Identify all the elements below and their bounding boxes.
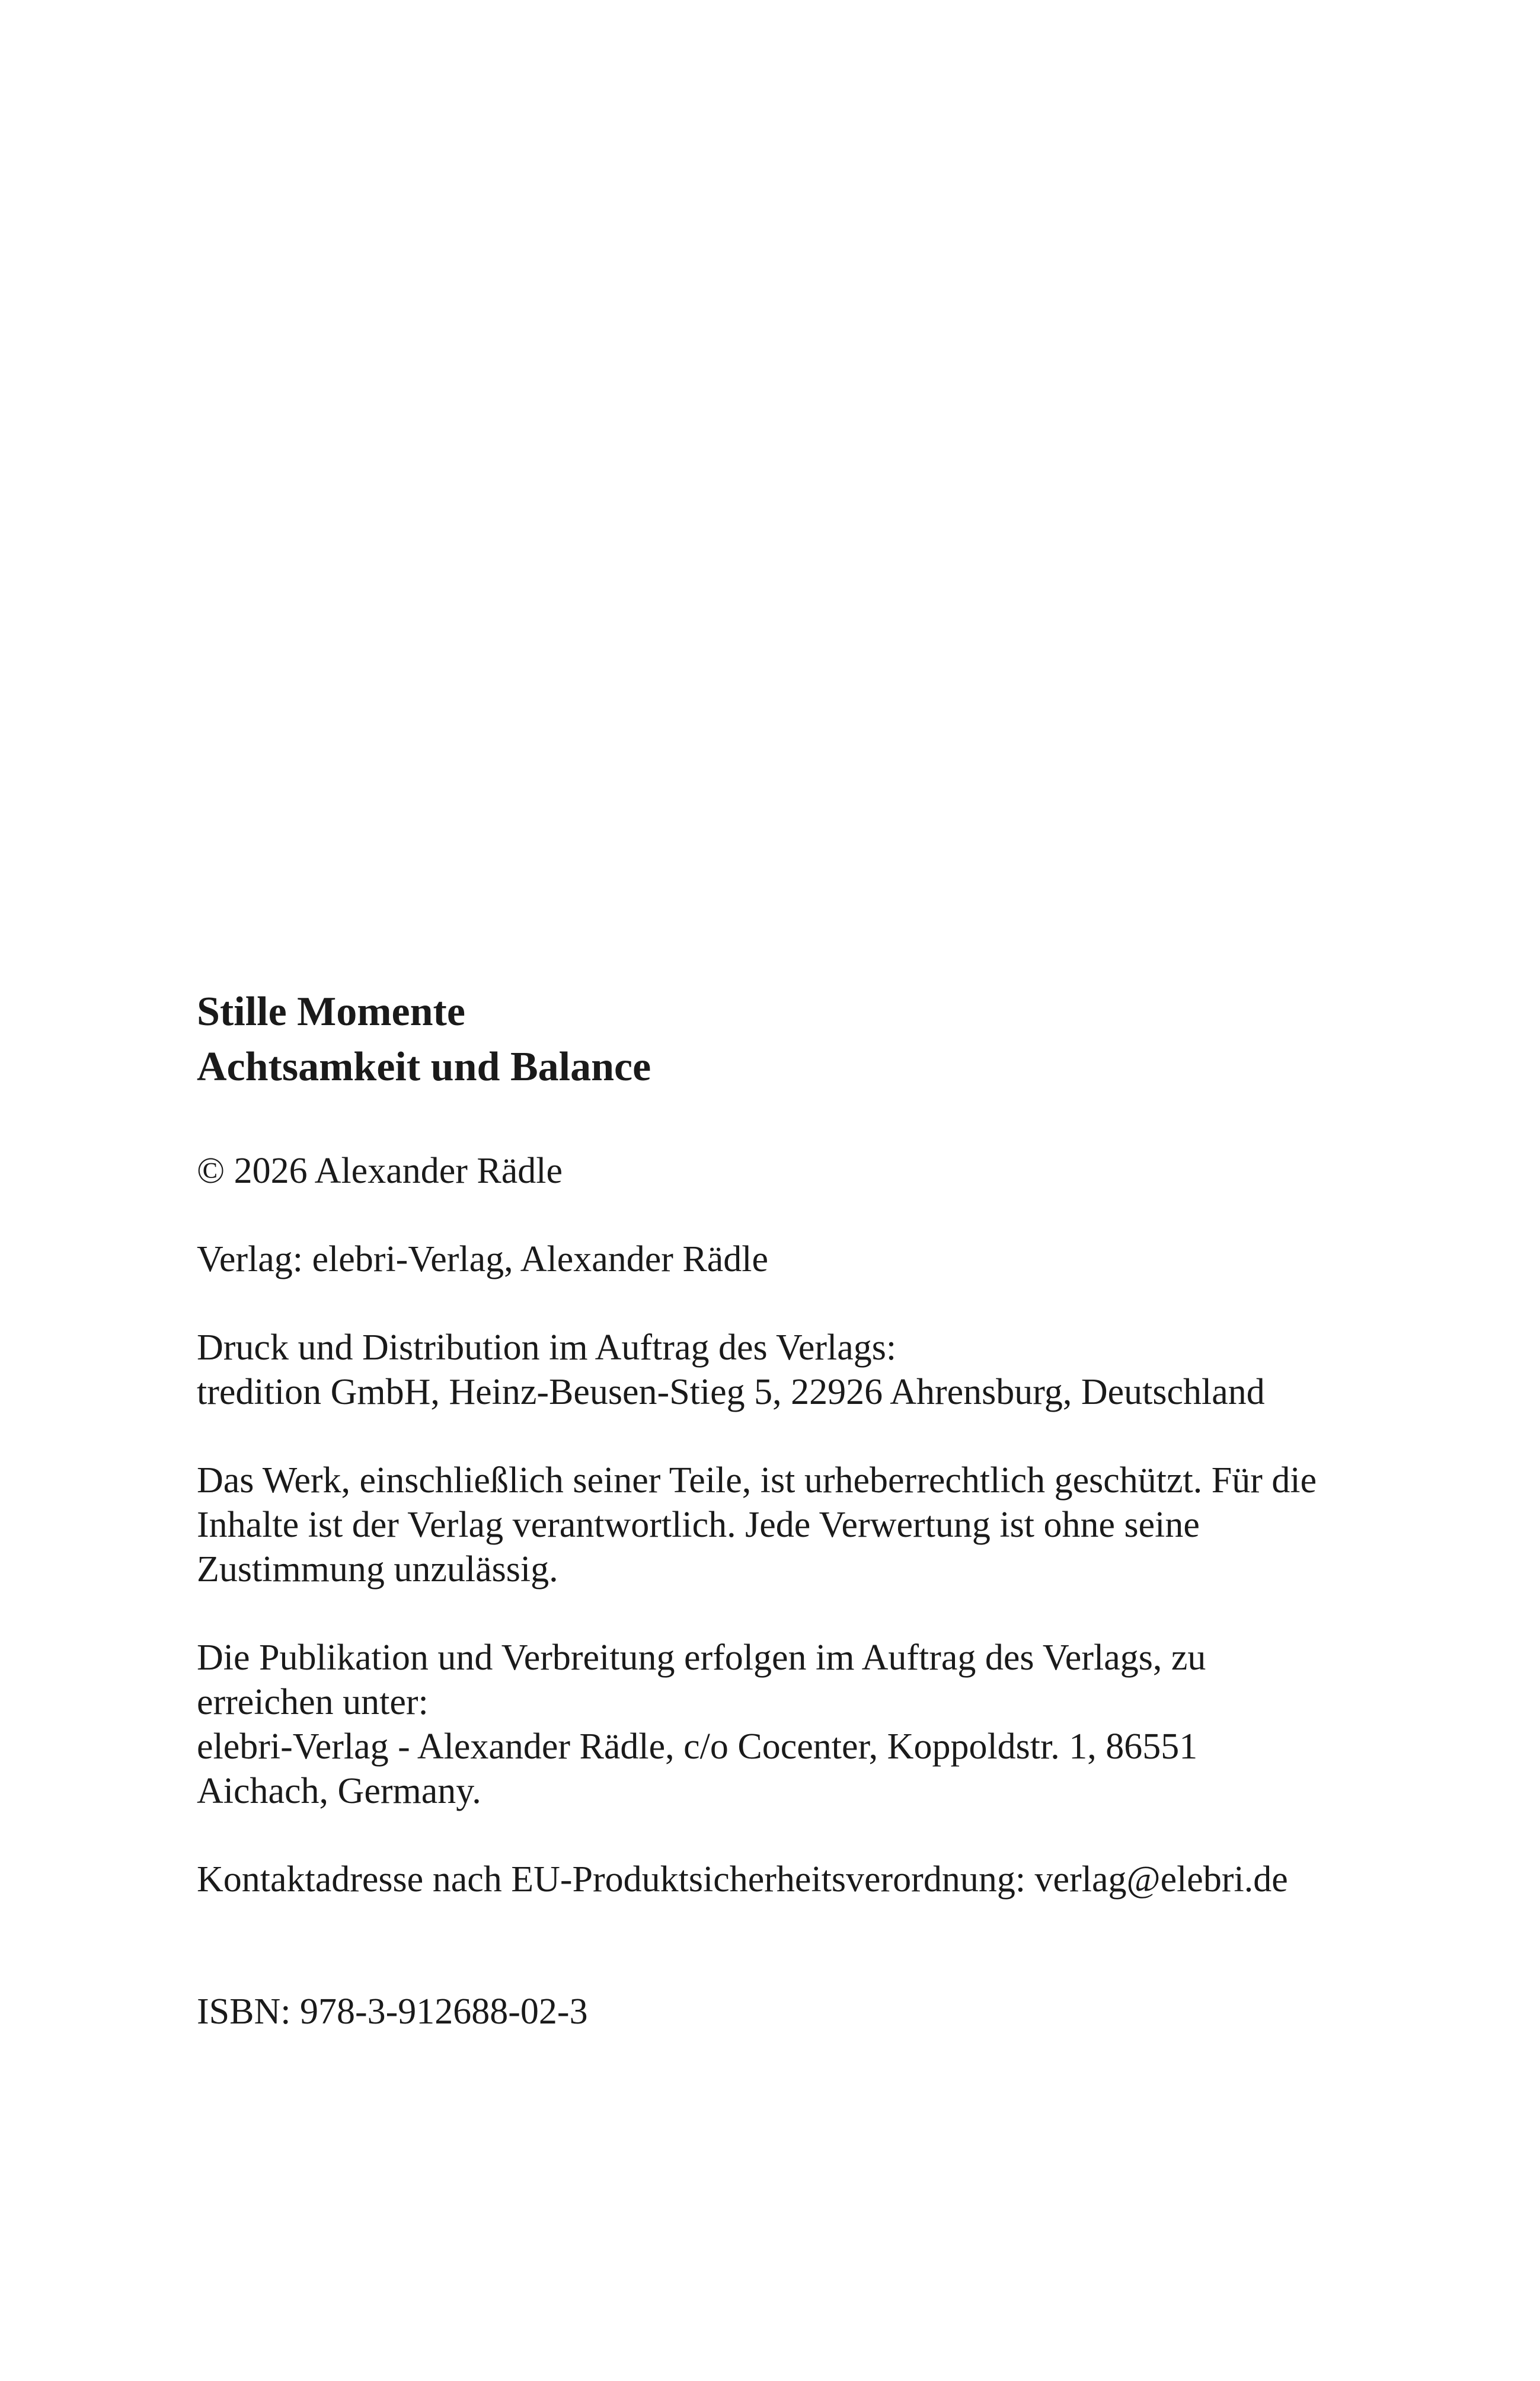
publication-contact-block bbox=[197, 1636, 1382, 1814]
isbn-text: ISBN: 978-3-912688-02-3 bbox=[197, 1991, 588, 2032]
copyright-line bbox=[197, 1149, 1382, 1193]
publication-contact-line: elebri-Verlag - Alexander Rädle, c/o Cocenter, Koppoldstr. 1, 86551 bbox=[197, 1726, 1198, 1767]
copyright-notice-line: Inhalte ist der Verlag verantwortlich. Jede Verwertung ist ohne seine bbox=[197, 1505, 1200, 1545]
publisher-line bbox=[197, 1237, 1382, 1282]
imprint-page bbox=[197, 984, 1382, 2034]
publication-contact-line: erreichen unter: bbox=[197, 1682, 429, 1722]
copyright-notice-line: Zustimmung unzulässig. bbox=[197, 1549, 558, 1590]
spacer bbox=[197, 1415, 1382, 1458]
subtitle-line: Achtsamkeit und Balance bbox=[197, 1044, 651, 1090]
print-distribution-line: Druck und Distribution im Auftrag des Verlags: bbox=[197, 1327, 897, 1368]
copyright-notice-line: Das Werk, einschließlich seiner Teile, ist urheberrechtlich geschützt. Für die bbox=[197, 1460, 1317, 1501]
copyright-notice-block bbox=[197, 1458, 1382, 1592]
print-distribution-block bbox=[197, 1326, 1382, 1415]
spacer bbox=[197, 1814, 1382, 1857]
copyright-text: © 2026 Alexander Rädle bbox=[197, 1151, 563, 1191]
publication-contact-line: Aichach, Germany. bbox=[197, 1771, 481, 1811]
book-title bbox=[197, 984, 1382, 1094]
spacer bbox=[197, 1902, 1382, 1990]
spacer bbox=[197, 1282, 1382, 1326]
print-distribution-line: tredition GmbH, Heinz-Beusen-Stieg 5, 22926 Ahrensburg, Deutschland bbox=[197, 1372, 1265, 1412]
isbn-line bbox=[197, 1990, 1382, 2034]
spacer bbox=[197, 1592, 1382, 1636]
spacer bbox=[197, 1094, 1382, 1149]
safety-contact-line bbox=[197, 1857, 1382, 1902]
publication-contact-line: Die Publikation und Verbreitung erfolgen im Auftrag des Verlags, zu bbox=[197, 1638, 1206, 1678]
spacer bbox=[197, 1193, 1382, 1237]
safety-contact-text: Kontaktadresse nach EU-Produktsicherheitsverordnung: verlag@elebri.de bbox=[197, 1859, 1288, 1900]
publisher-text: Verlag: elebri-Verlag, Alexander Rädle bbox=[197, 1239, 769, 1279]
title-line: Stille Momente bbox=[197, 989, 465, 1035]
